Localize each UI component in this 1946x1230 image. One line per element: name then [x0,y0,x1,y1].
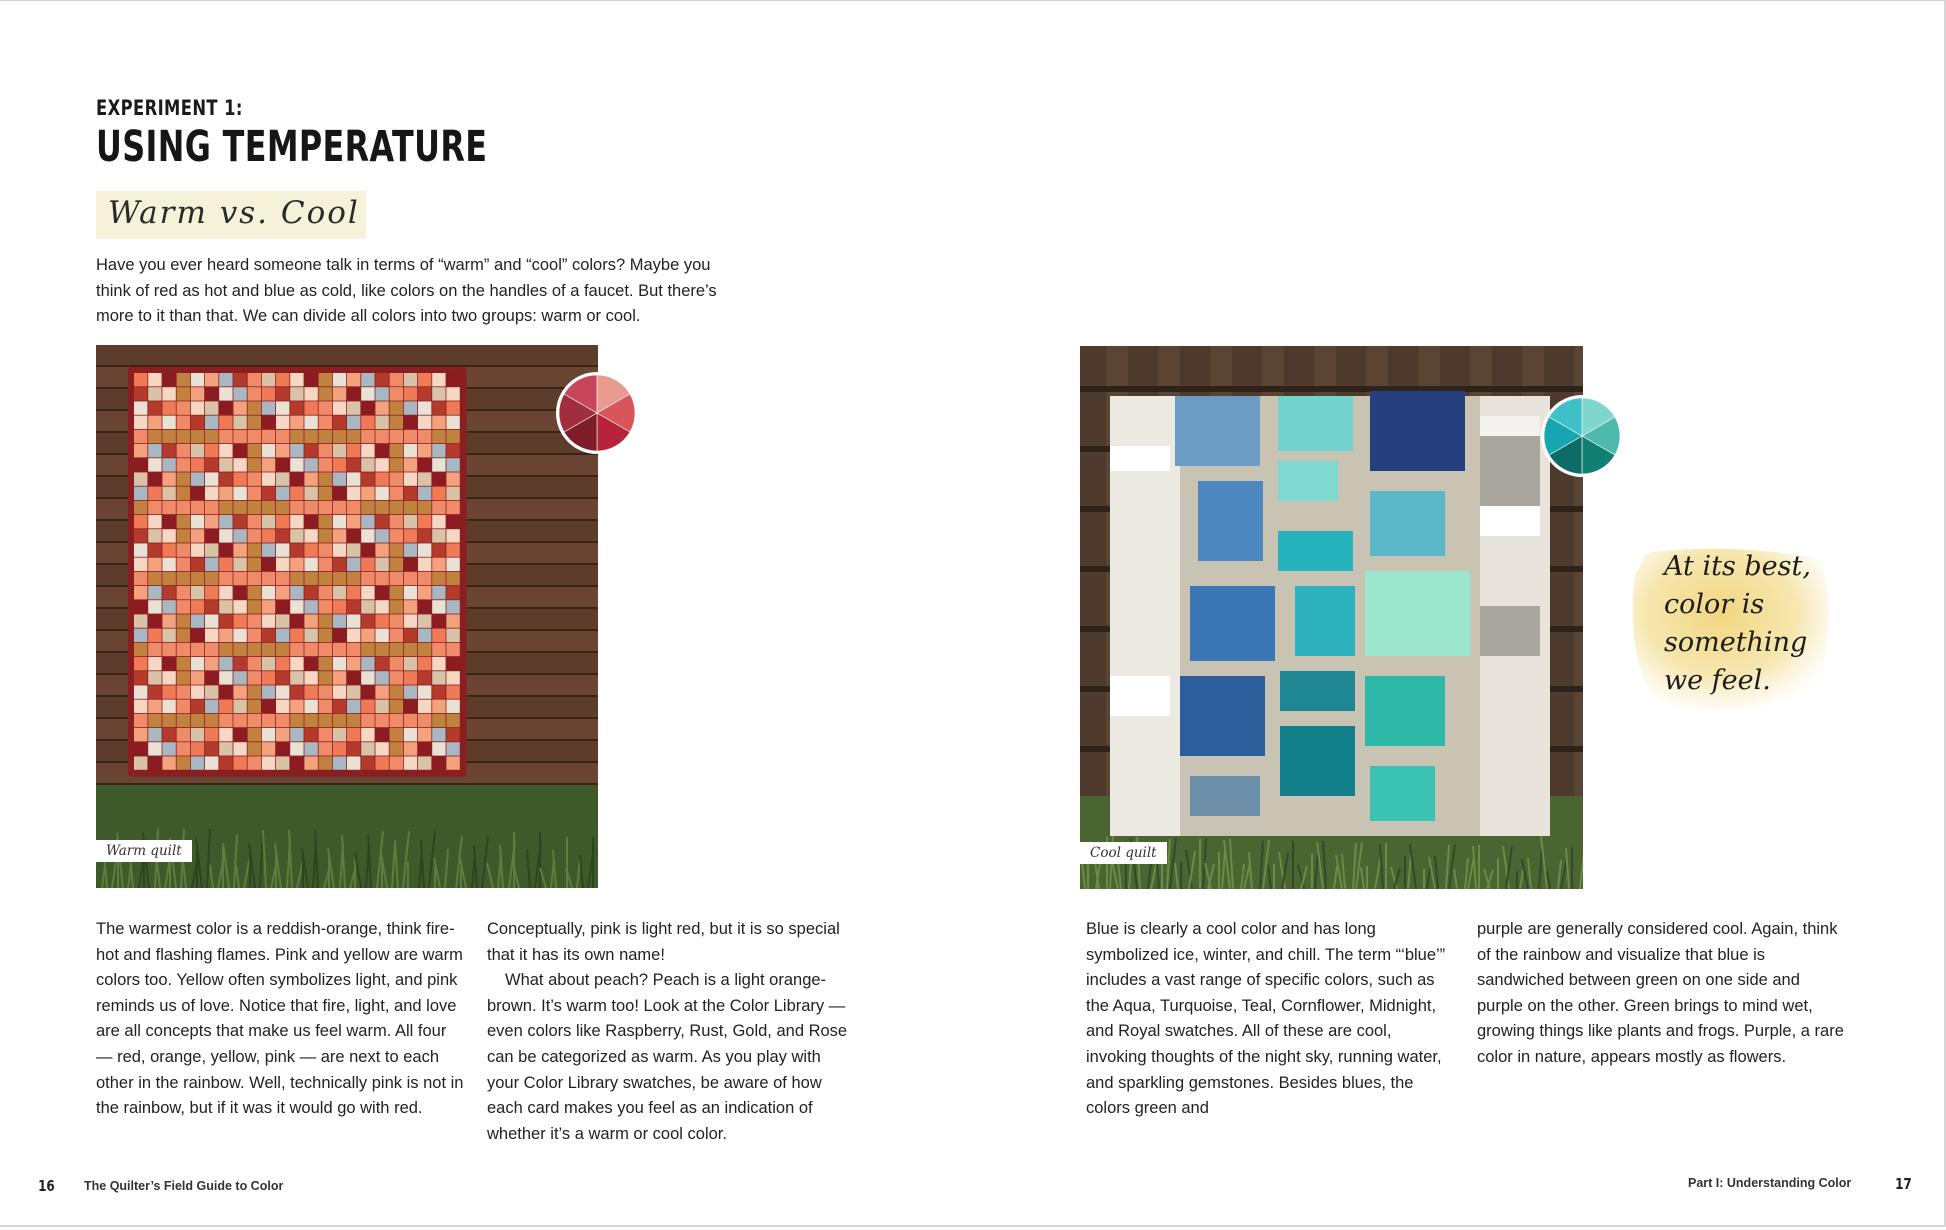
right-col1-text: Blue is clearly a cool color and has long symbolized ice, winter, and chill. The term “‘blue’” includes a vast range of specific colors, such as the Aqua, Turquoise, Teal, Cornflower, Midnight, and Royal swatches. All of these are cool, invoking thoughts of the night sky, running water, and sparkling gemstones. Besides blues, the colors green and [1086,920,1446,1118]
right-col2-text: purple are generally considered cool. Again, think of the rainbow and visualize that blue is sandwiched between green on one side and purple on the other. Green brings to mind wet, growing things like plants and frogs. Purple, a rare color in nature, appears mostly as flowers. [1477,920,1844,1066]
warm-color-wheel-icon [555,371,639,455]
left-body-column-2 [487,917,857,1147]
right-body-column-2 [1477,917,1847,1071]
running-footer-left: The Quilter’s Field Guide to Color [84,1179,284,1193]
left-col1-text: The warmest color is a reddish-orange, think fire-hot and flashing flames. Pink and yellow are warm colors too. Yellow often symbolizes light, and pink reminds us of love. Notice that fire, light, and love are all concepts that make us feel warm. All four — red, orange, yellow, pink — are next to each other in the rainbow. Well, technically pink is not in the rainbow, but if it was it would go with red. [96,920,464,1118]
subheading: Warm vs. Cool [108,195,360,231]
intro-paragraph: Have you ever heard someone talk in terms of “warm” and “cool” colors? Maybe you think of red as hot and blue as cold, like colors on the handles of a faucet. But there’s more to it than that. We can divide all colors into two groups: warm or cool. [96,256,717,325]
cool-quilt-photo [1080,346,1583,889]
left-col2-para2: What about peach? Peach is a light orange-brown. It’s warm too! Look at the Color Library — even colors like Raspberry, Rust, Gold, and Rose can be categorized as warm. As you play with your Color Library swatches, be aware of how each card makes you feel as an indication of whether it’s a warm or cool color. [487,971,848,1143]
page-title: USING TEMPERATURE [96,122,488,172]
running-footer-right: Part I: Understanding Color [1688,1176,1852,1190]
warm-quilt-caption: Warm quilt [96,840,192,862]
warm-quilt-photo [96,345,598,888]
experiment-label: EXPERIMENT 1: [96,96,243,120]
page-number-left: 16 [38,1177,55,1195]
page-number-right: 17 [1895,1175,1912,1193]
subheading-banner [96,191,366,239]
cool-color-wheel-icon [1540,394,1624,478]
cool-quilt-caption: Cool quilt [1080,842,1167,864]
left-body-column-1 [96,917,466,1122]
pull-quote: At its best, color is something we feel. [1664,551,1811,696]
left-col2-para1: Conceptually, pink is light red, but it is so special that it has its own name! [487,920,840,964]
right-body-column-1 [1086,917,1456,1122]
